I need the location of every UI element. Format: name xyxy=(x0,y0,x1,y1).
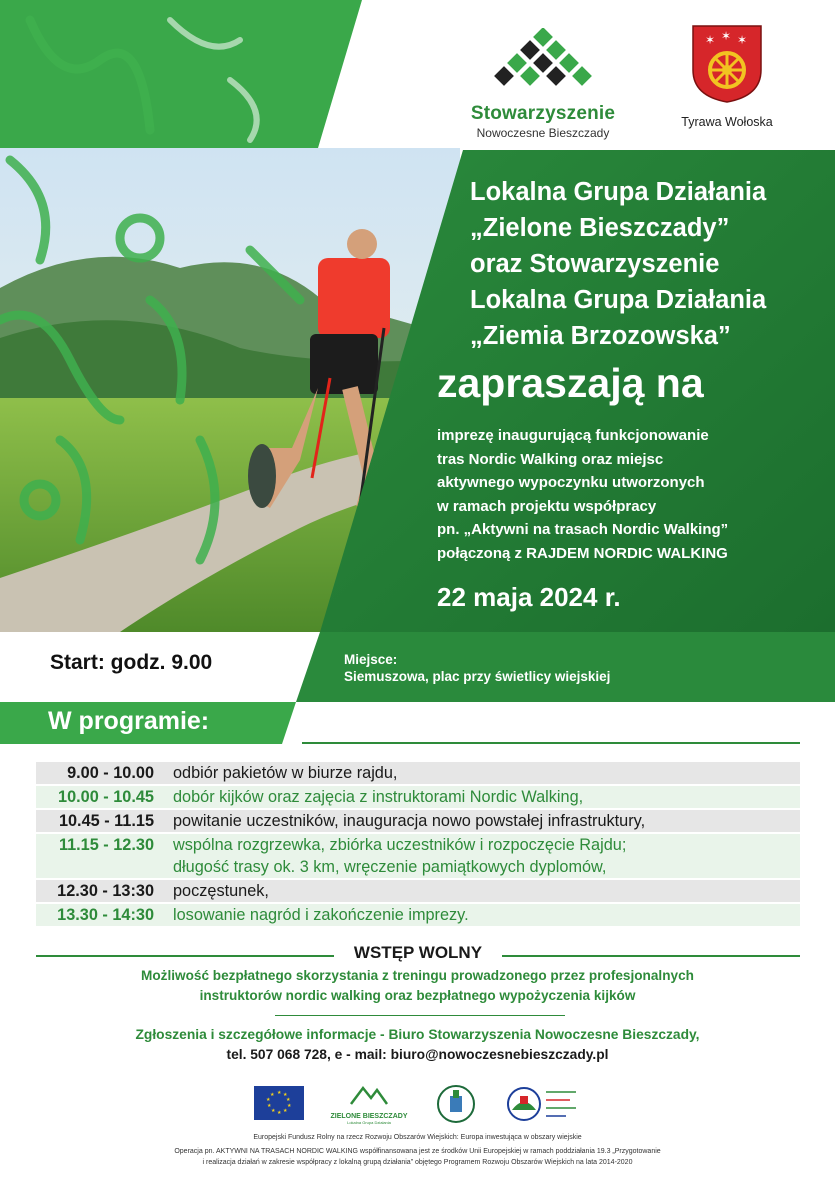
invite-heading: zapraszają na xyxy=(437,360,704,406)
schedule-desc: dobór kijków oraz zajęcia z instruktorami Nordic Walking, xyxy=(173,788,584,806)
schedule-time: 10.00 - 10.45 xyxy=(58,788,154,806)
schedule-time: 11.15 - 12.30 xyxy=(58,836,154,854)
event-description xyxy=(437,424,827,566)
diamond-mosaic-icon xyxy=(483,28,603,96)
schedule-row xyxy=(36,810,800,832)
schedule-row xyxy=(36,834,800,878)
commune-logo xyxy=(672,24,782,129)
description-line: w ramach projektu współpracy xyxy=(437,497,657,515)
lgd-name: ZIELONE BIESZCZADY xyxy=(330,1113,408,1120)
description-line: imprezę inaugurującą funkcjonowanie xyxy=(437,427,709,444)
free-entry-title: WSTĘP WOLNY xyxy=(353,943,483,962)
svg-text:✶: ✶ xyxy=(721,29,732,43)
schedule-time: 12.30 - 13:30 xyxy=(57,882,154,900)
svg-text:✶: ✶ xyxy=(705,33,716,47)
operation-note: Operacja pn. AKTYWNI NA TRASACH NORDIC WALKING współfinansowana jest ze środków Unii Europejskiej w ramach poddziałania 19.3 „Przygotowanie xyxy=(174,1148,661,1155)
organizer-line: „Zielone Bieszczady” xyxy=(470,214,730,242)
svg-text:★: ★ xyxy=(267,1103,272,1109)
eu-flag-icon xyxy=(254,1086,304,1120)
divider-right xyxy=(502,955,800,957)
organizer-line: Lokalna Grupa Działania xyxy=(470,178,767,206)
program-title: W programie: xyxy=(48,707,210,735)
commune-name: Tyrawa Wołoska xyxy=(681,115,773,129)
schedule-desc: odbiór pakietów w biurze rajdu, xyxy=(173,764,398,782)
organizer-line: „Ziemia Brzozowska” xyxy=(470,322,731,350)
schedule-time: 10.45 - 11.15 xyxy=(58,812,154,830)
schedule-time: 13.30 - 14:30 xyxy=(57,906,154,924)
association-name: Stowarzyszenie xyxy=(470,103,616,124)
free-note-line: Możliwość bezpłatnego skorzystania z treningu prowadzonego przez profesjonalnych xyxy=(141,968,694,983)
schedule-desc: wspólna rozgrzewka, zbiórka uczestników i rozpoczęcie Rajdu; xyxy=(173,836,627,854)
lgd-subtitle: Lokalna Grupa Działania xyxy=(347,1120,391,1125)
schedule-row xyxy=(36,904,800,926)
event-date: 22 maja 2024 r. xyxy=(437,582,621,612)
svg-text:★: ★ xyxy=(270,1092,275,1098)
organizer-line: oraz Stowarzyszenie xyxy=(470,250,720,278)
svg-text:★: ★ xyxy=(287,1103,292,1109)
contact-info: Zgłoszenia i szczegółowe informacje - Biuro Stowarzyszenia Nowoczesne Bieszczady, xyxy=(135,1027,700,1042)
ziemia-brzozowska-logo-icon xyxy=(434,1082,488,1126)
contact-details: tel. 507 068 728, e - mail: biuro@nowoczesnebieszczady.pl xyxy=(226,1047,609,1062)
free-note-line: instruktorów nordic walking oraz bezpłatnego wypożyczenia kijków xyxy=(199,988,636,1003)
svg-text:★: ★ xyxy=(271,1108,276,1114)
operation-note-continued: i realizacja działań w zakresie współpracy z lokalną grupą działania” objętego Programem Rozwoju Obszarów Wiejskich na lata 2014-2020 xyxy=(202,1159,633,1166)
prow-logo-icon xyxy=(506,1082,586,1126)
free-entry-note xyxy=(60,966,775,1006)
description-line: pn. „Aktywni na trasach Nordic Walking” xyxy=(437,521,729,539)
lgd-zielone-bieszczady-logo xyxy=(330,1082,408,1125)
place-value: Siemuszowa, plac przy świetlicy wiejskiej xyxy=(344,669,611,684)
description-line: połączoną z RAJDEM NORDIC WALKING xyxy=(437,544,728,562)
svg-text:★: ★ xyxy=(266,1097,271,1103)
association-subtitle: Nowoczesne Bieszczady xyxy=(476,126,610,140)
program-schedule xyxy=(36,762,800,928)
start-time: Start: godz. 9.00 xyxy=(50,651,213,674)
association-logo xyxy=(468,28,618,140)
svg-text:★: ★ xyxy=(283,1092,288,1098)
schedule-row xyxy=(36,762,800,784)
schedule-desc: poczęstunek, xyxy=(173,882,269,900)
coat-of-arms-icon xyxy=(691,24,763,104)
info-divider xyxy=(275,1015,565,1016)
place-label: Miejsce: xyxy=(344,652,398,667)
schedule-row xyxy=(36,786,800,808)
svg-text:★: ★ xyxy=(286,1097,291,1103)
schedule-time: 9.00 - 10.00 xyxy=(67,764,154,782)
svg-text:✶: ✶ xyxy=(737,33,748,47)
svg-text:★: ★ xyxy=(277,1090,282,1096)
schedule-row xyxy=(36,880,800,902)
svg-text:★: ★ xyxy=(277,1110,282,1116)
organizer-line: Lokalna Grupa Działania xyxy=(470,286,767,314)
schedule-desc: powitanie uczestników, inauguracja nowo powstałej infrastruktury, xyxy=(173,812,646,830)
description-line: tras Nordic Walking oraz miejsc xyxy=(437,450,664,468)
divider-left xyxy=(36,955,334,957)
svg-text:★: ★ xyxy=(283,1108,288,1114)
schedule-desc-continued: długość trasy ok. 3 km, wręczenie pamiątkowych dyplomów, xyxy=(173,858,607,876)
description-line: aktywnego wypoczynku utworzonych xyxy=(437,474,705,492)
program-divider xyxy=(302,742,800,744)
schedule-desc: losowanie nagród i zakończenie imprezy. xyxy=(173,906,469,924)
mountain-icon xyxy=(349,1082,389,1106)
organizers-title xyxy=(470,174,830,354)
funding-note: Europejski Fundusz Rolny na rzecz Rozwoju Obszarów Wiejskich: Europa inwestująca w obszary wiejskie xyxy=(253,1134,582,1141)
